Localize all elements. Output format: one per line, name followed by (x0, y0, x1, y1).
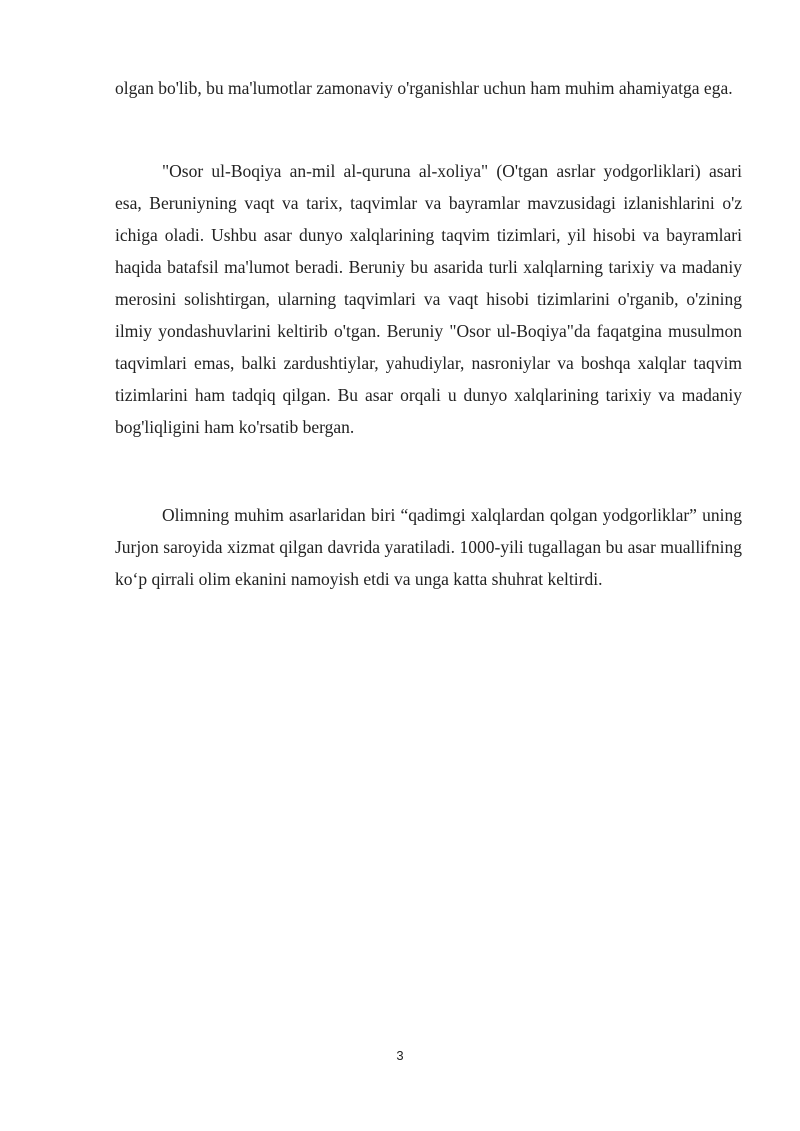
page-number: 3 (396, 1048, 404, 1063)
paragraph-continuation (115, 72, 742, 104)
paragraph-qadimgi-xalqlar (115, 499, 742, 595)
paragraph-osor-ul-boqiya (115, 155, 742, 443)
paragraph-2-text: "Osor ul-Boqiya an-mil al-quruna al-xoliya" (O'tgan asrlar yodgorliklari) asari esa, Beruniyning vaqt va tarix, taqvimlar va bayramlar mavzusidagi izlanishlarini o'z ichiga oladi. Ushbu asar dunyo xalqlarining taqvim tizimlari, yil hisobi va bayramlari haqida batafsil ma'lumot beradi. Beruniy bu asarida turli xalqlarning tarixiy va madaniy merosini solishtirgan, ularning taqvimlari va vaqt hisobi tizimlarini o'rganib, o'zining ilmiy yondashuvlarini keltirib o'tgan. Beruniy "Osor ul-Boqiya"da faqatgina musulmon taqvimlari emas, balki zardushtiylar, yahudiylar, nasroniylar va boshqa xalqlar taqvim tizimlarini ham tadqiq qilgan. Bu asar orqali u dunyo xalqlarining tarixiy va madaniy bog'liqligini ham ko'rsatib bergan. (115, 161, 742, 437)
paragraph-3-text: Olimning muhim asarlaridan biri “qadimgi xalqlardan qolgan yodgorliklar” uning Jurjon saroyida xizmat qilgan davrida yaratiladi. 1000-yili tugallagan bu asar muallifning ko‘p qirrali olim ekanini namoyish etdi va unga katta shuhrat keltirdi. (115, 505, 742, 589)
paragraph-1-text: olgan bo'lib, bu ma'lumotlar zamonaviy o'rganishlar uchun ham muhim ahamiyatga ega. (115, 78, 733, 98)
